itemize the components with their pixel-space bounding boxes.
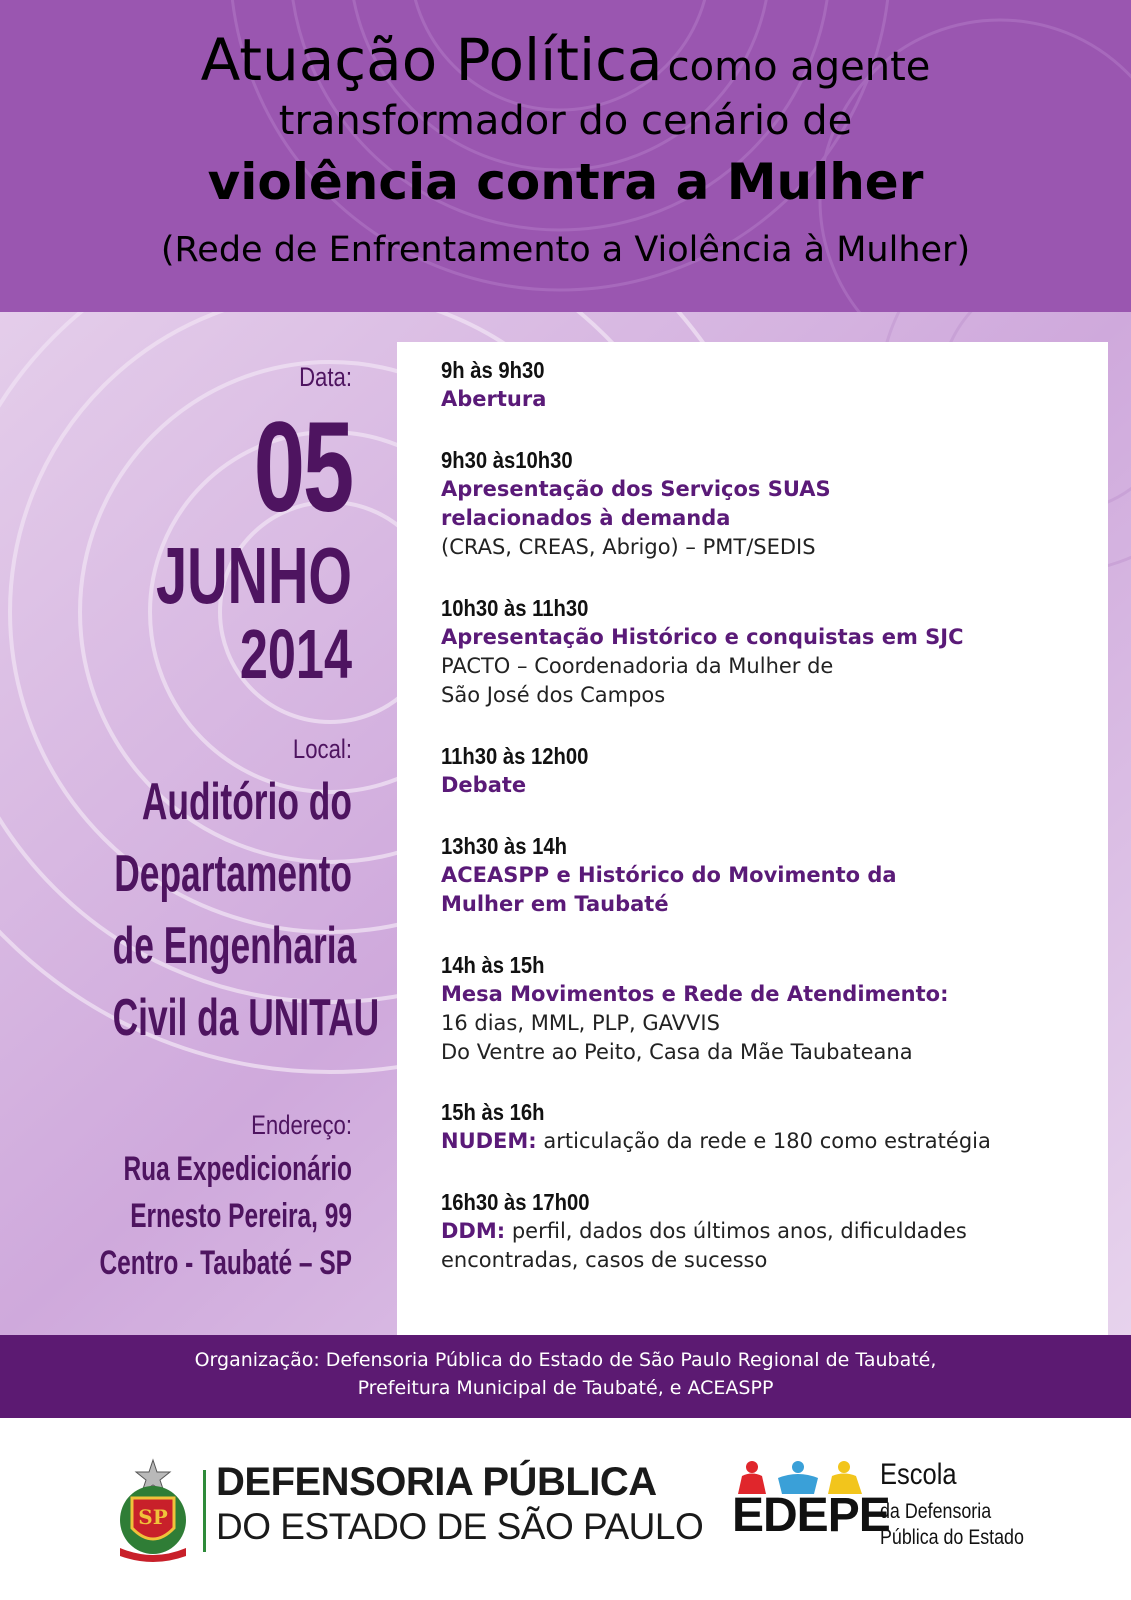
seal-text: SP [138, 1505, 168, 1529]
program-time: 10h30 às 11h30 [441, 595, 589, 621]
program-item [441, 1098, 1101, 1156]
defensoria-logo-line1: DEFENSORIA PÚBLICA [216, 1460, 657, 1504]
venue-line: de Engenharia [112, 917, 357, 975]
program-lead-text: articulação da rede e 180 como estratégia [536, 1129, 991, 1153]
program-title: Apresentação Histórico e conquistas em SJC [441, 625, 964, 649]
defensoria-logo-line2: DO ESTADO DE SÃO PAULO [216, 1506, 704, 1547]
header-banner [0, 0, 1131, 312]
program-lead-text: perfil, dados dos últimos anos, dificuldades [505, 1219, 967, 1243]
location-label: Local: [292, 734, 352, 764]
program-time: 15h às 16h [441, 1099, 545, 1125]
event-year: 2014 [239, 615, 352, 693]
escola-line2: da Defensoria [880, 1500, 992, 1523]
program-item [441, 832, 1101, 919]
title-main: Atuação Política [200, 26, 663, 94]
program-description: Do Ventre ao Peito, Casa da Mãe Taubateana [441, 1040, 913, 1064]
program-title: Mesa Movimentos e Rede de Atendimento: [441, 982, 949, 1006]
title-line-3: violência contra a Mulher [207, 153, 924, 211]
address-label: Endereço: [251, 1110, 352, 1140]
program-description: PACTO – Coordenadoria da Mulher de [441, 654, 834, 678]
program-time: 11h30 às 12h00 [441, 743, 589, 769]
program-description: 16 dias, MML, PLP, GAVVIS [441, 1011, 720, 1035]
program-title: Abertura [441, 387, 547, 411]
program-description [441, 1217, 1101, 1246]
venue-line: Auditório do [141, 773, 352, 831]
program-title: relacionados à demanda [441, 506, 731, 530]
program-title: Mulher em Taubaté [441, 892, 669, 916]
date-label: Data: [299, 362, 352, 392]
defensoria-divider [203, 1470, 206, 1552]
event-month: JUNHO [155, 531, 352, 620]
organization-line: Prefeitura Municipal de Taubaté, e ACEASPP [357, 1377, 774, 1399]
program-panel [397, 342, 1108, 1335]
program-description: São José dos Campos [441, 683, 666, 707]
program-item [441, 742, 1101, 800]
program-time: 13h30 às 14h [441, 833, 568, 859]
address-line: Ernesto Pereira, 99 [130, 1197, 352, 1235]
sao-paulo-coat-of-arms-icon [112, 1458, 194, 1562]
program-time: 9h às 9h30 [441, 357, 545, 383]
program-description: encontradas, casos de sucesso [441, 1248, 768, 1272]
event-day: 05 [253, 396, 352, 539]
program-time: 14h às 15h [441, 952, 545, 978]
program-lead: NUDEM: [441, 1129, 537, 1153]
organization-line: Organização: Defensoria Pública do Estado de São Paulo Regional de Taubaté, [194, 1349, 937, 1371]
program-title: Debate [441, 773, 527, 797]
program-title: Apresentação dos Serviços SUAS [441, 477, 831, 501]
venue-line: Civil da UNITAU [112, 989, 380, 1047]
event-info-column [0, 312, 380, 1335]
title-suffix: como agente [667, 44, 931, 90]
title-line-1 [0, 26, 1131, 94]
address-line: Centro - Taubaté – SP [99, 1244, 352, 1282]
program-item [441, 594, 1101, 710]
program-description [441, 1127, 1101, 1156]
program-item [441, 951, 1101, 1067]
program-description: (CRAS, CREAS, Abrigo) – PMT/SEDIS [441, 535, 816, 559]
title-line-2: transformador do cenário de [278, 98, 853, 144]
edepe-logo-word: EDEPE [732, 1489, 890, 1542]
program-item [441, 446, 1101, 562]
escola-line3: Pública do Estado [880, 1526, 1024, 1549]
venue-line: Departamento [114, 845, 352, 903]
program-lead: DDM: [441, 1219, 506, 1243]
escola-line1: Escola [880, 1458, 957, 1491]
logos-footer [0, 1418, 1131, 1600]
program-time: 9h30 às10h30 [441, 447, 573, 473]
subtitle: (Rede de Enfrentamento a Violência à Mulher) [160, 230, 971, 270]
program-item [441, 1188, 1101, 1275]
program-title: ACEASPP e Histórico do Movimento da [441, 863, 897, 887]
program-time: 16h30 às 17h00 [441, 1189, 590, 1215]
program-item [441, 356, 1101, 414]
address-line: Rua Expedicionário [123, 1150, 352, 1188]
organization-band [0, 1335, 1131, 1418]
